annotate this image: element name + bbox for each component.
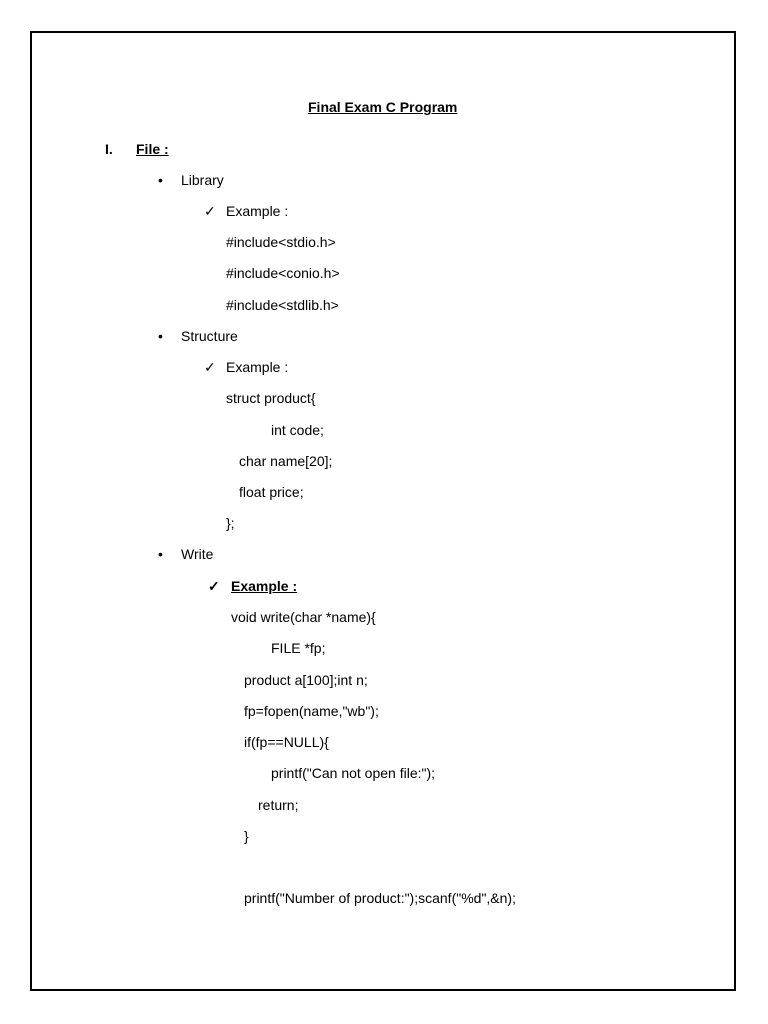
page-title: Final Exam C Program: [308, 99, 458, 115]
bullet-icon: •: [158, 328, 163, 344]
code-line: int code;: [271, 422, 324, 438]
example-label: Example :: [226, 203, 289, 219]
bullet-icon: •: [158, 172, 163, 188]
bullet-label-write: Write: [181, 546, 214, 562]
code-line: fp=fopen(name,"wb");: [244, 703, 379, 719]
code-line: return;: [258, 797, 299, 813]
document-page: [30, 31, 736, 991]
code-line: float price;: [239, 484, 304, 500]
checkmark-icon: ✓: [204, 203, 216, 219]
code-line: void write(char *name){: [231, 609, 376, 625]
bullet-icon: •: [158, 546, 163, 562]
code-line: FILE *fp;: [271, 640, 326, 656]
example-label: Example :: [231, 578, 298, 594]
bullet-label-library: Library: [181, 172, 224, 188]
example-label: Example :: [226, 359, 289, 375]
code-line: struct product{: [226, 390, 316, 406]
code-line: #include<conio.h>: [226, 265, 340, 281]
code-line: #include<stdlib.h>: [226, 297, 339, 313]
section-heading: File :: [136, 141, 169, 157]
code-line: printf("Can not open file:");: [271, 765, 436, 781]
code-line: }: [244, 828, 249, 844]
code-line: char name[20];: [239, 453, 333, 469]
checkmark-icon: ✓: [208, 578, 220, 594]
code-line: #include<stdio.h>: [226, 234, 336, 250]
code-line: };: [226, 515, 235, 531]
section-numeral: I.: [105, 141, 113, 157]
code-line: product a[100];int n;: [244, 672, 368, 688]
bullet-label-structure: Structure: [181, 328, 238, 344]
code-line: printf("Number of product:");scanf("%d",&n);: [244, 890, 516, 906]
checkmark-icon: ✓: [204, 359, 216, 375]
code-line: if(fp==NULL){: [244, 734, 329, 750]
